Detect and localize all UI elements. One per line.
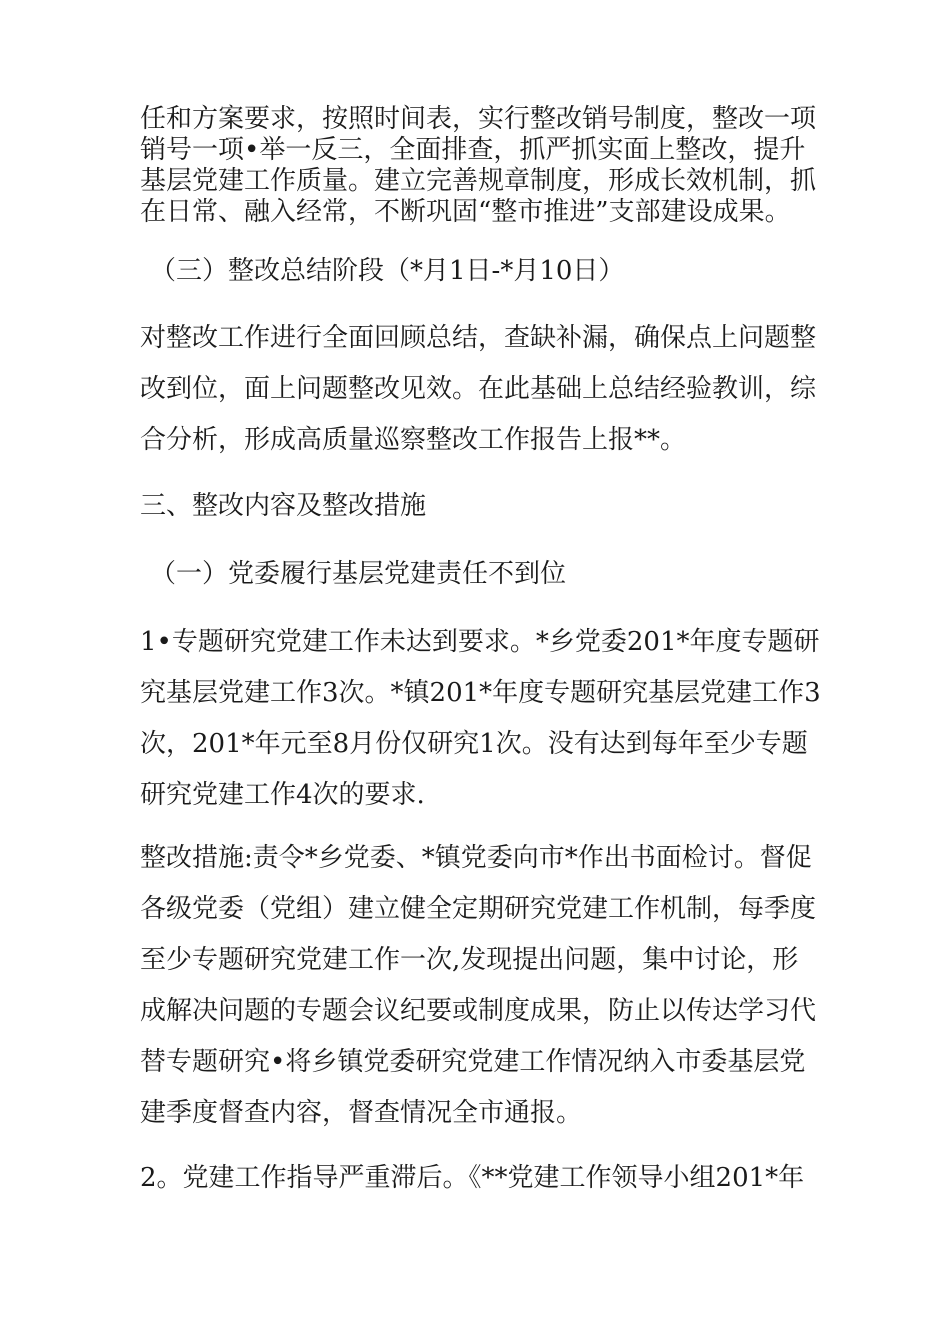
text-line: 合分析，形成高质量巡察整改工作报告上报**。 [140, 425, 687, 455]
section-heading: （三）整改总结阶段（*月1日-*月10日） [150, 256, 625, 286]
paragraph-rectification-requirements [140, 104, 820, 228]
text-line: 基层党建工作质量。建立完善规章制度，形成长效机制，抓 [140, 166, 817, 196]
text-line: 次，201*年元至8月份仅研究1次。没有达到每年至少专题 [140, 729, 808, 759]
text-line: 建季度督查内容，督查情况全市通报。 [140, 1098, 583, 1128]
heading-summary-stage [150, 254, 830, 288]
text-line: 究基层党建工作3次。*镇201*年度专题研究基层党建工作3 [140, 678, 821, 708]
text-line: 替专题研究•将乡镇党委研究党建工作情况纳入市委基层党 [140, 1047, 806, 1077]
text-line: 整改措施:责令*乡党委、*镇党委向市*作出书面检讨。督促 [140, 843, 812, 873]
paragraph-summary-review [140, 313, 820, 466]
paragraph-issue-1 [140, 617, 820, 821]
section-heading: （一）党委履行基层党建责任不到位 [150, 559, 567, 589]
heading-rectification-content [140, 489, 820, 523]
text-line: 至少专题研究党建工作一次,发现提出问题，集中讨论，形 [140, 945, 799, 975]
text-line: 2。党建工作指导严重滞后。《**党建工作领导小组201*年 [140, 1163, 805, 1193]
text-line: 1•专题研究党建工作未达到要求。*乡党委201*年度专题研 [140, 627, 820, 657]
text-line: 成解决问题的专题会议纪要或制度成果，防止以传达学习代 [140, 996, 817, 1026]
text-line: 改到位，面上问题整改见效。在此基础上总结经验教训，综 [140, 374, 817, 404]
section-heading: 三、整改内容及整改措施 [140, 491, 427, 521]
text-line: 各级党委（党组）建立健全定期研究党建工作机制，每季度 [140, 894, 817, 924]
text-line: 在日常、融入经常，不断巩固“整市推进”支部建设成果。 [140, 197, 791, 227]
text-line: 对整改工作进行全面回顾总结，查缺补漏，确保点上问题整 [140, 323, 817, 353]
text-line: 销号一项•举一反三，全面排查，抓严抓实面上整改，提升 [140, 135, 806, 165]
text-line: 研究党建工作4次的要求. [140, 780, 425, 810]
paragraph-measures-1 [140, 833, 820, 1139]
text-line: 任和方案要求，按照时间表，实行整改销号制度，整改一项 [140, 104, 817, 134]
paragraph-issue-2 [140, 1153, 820, 1204]
heading-party-committee-duty [150, 557, 830, 591]
